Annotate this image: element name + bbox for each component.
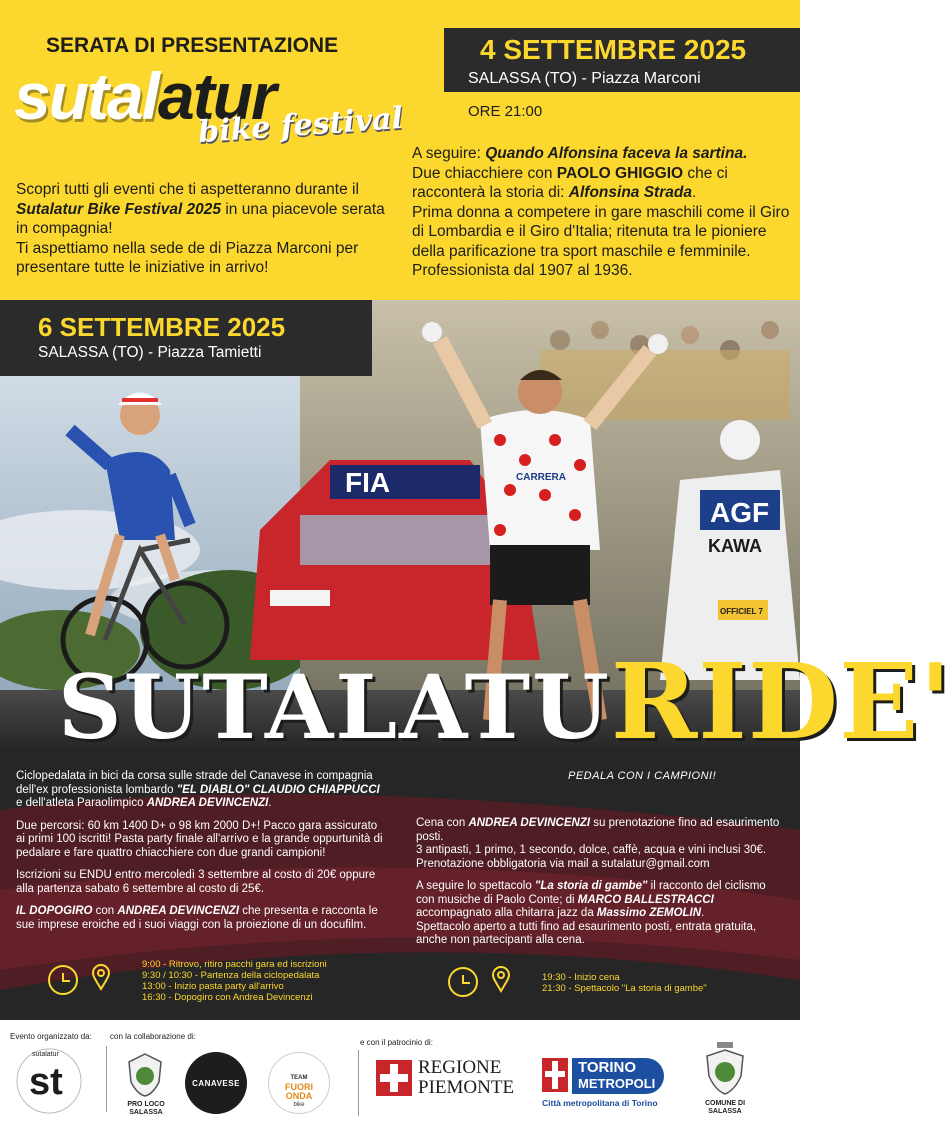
torino-metropoli-logo: TORINO METROPOLI xyxy=(572,1058,664,1094)
location-pin-icon xyxy=(492,966,510,992)
citta-metropolitana-label: Città metropolitana di Torino xyxy=(542,1098,658,1108)
event2-date: 6 SETTEMBRE 2025 xyxy=(38,312,286,342)
piemonte-flag xyxy=(376,1060,412,1096)
patronage-label: e con il patrocinio di: xyxy=(360,1038,433,1047)
fuori-onda-label: TEAM FUORI ONDA bike xyxy=(285,1075,313,1108)
pro-loco-label: PRO LOCO SALASSA xyxy=(127,1101,165,1116)
event2-location: SALASSA (TO) - Piazza Tamietti xyxy=(38,344,262,361)
torino-flag xyxy=(542,1058,568,1092)
clock-icon xyxy=(48,965,78,995)
schedule-right: 19:30 - Inizio cena 21:30 - Spettacolo "La storia di gambe" xyxy=(542,972,707,994)
event1-time: ORE 21:00 xyxy=(468,103,543,120)
presentation-kicker: SERATA DI PRESENTAZIONE xyxy=(46,34,339,57)
officiel-plate: OFFICIEL 7 xyxy=(720,607,763,616)
svg-text:sutalatur: sutalatur xyxy=(32,1051,59,1058)
tagline: PEDALA CON I CAMPIONI! xyxy=(568,770,717,782)
clock-icon xyxy=(448,967,478,997)
schedule-left: 9:00 - Ritrovo, ritiro pacchi gara ed iscrizioni 9:30 / 10:30 - Partenza della ciclopedalata 13:00 - Inizio pasta party all'arrivo 16:30 - Dopogiro con Andrea Devincenzi xyxy=(142,959,327,1003)
alfonsina-text: A seguire: Quando Alfonsina faceva la sartina. Due chiacchiere con PAOLO GHIGGIO che ci racconterà la storia di: Alfonsina Strada. Prima donna a competere in gare maschili come il Giro di Lombardia e il Giro d'Italia; ritenuta tra le pioniere della parificazione tra sport maschile e femminile. Professionista dal 1907 al 1936. xyxy=(412,145,790,279)
carrera-logo: CARRERA xyxy=(516,472,566,483)
footer-divider xyxy=(106,1046,107,1112)
sutalaturide-title: SUTALATURIDE' xyxy=(58,640,952,763)
event1-location: SALASSA (TO) - Piazza Marconi xyxy=(468,70,701,87)
fiat-logo: FIA xyxy=(345,467,391,498)
intro-text: Scopri tutti gli eventi che ti aspetteranno durante il Sutalatur Bike Festival 2025 in una piacevole serata in compagnia! Ti aspettiamo nella sede de di Piazza Marconi per presentare tutte le iniziative in arrivo! xyxy=(16,181,385,276)
comune-label: COMUNE DI SALASSA xyxy=(704,1100,746,1115)
ride-description: Ciclopedalata in bici da corsa sulle strade del Canavese in compagnia dell'ex professionista lombardo "EL DIABLO" CLAUDIO CHIAPPUCCI e dell'atleta Paraolimpico ANDREA DEVINCENZI. Due percorsi: 60 km 1400 D+ o 98 km 2000 D+! Pacco gara assicurato ai primi 100 iscritti! Pasta party finale all'arrivo e la grande oppurtunità di pedalare e fare quattro chiacchiere con due grandi campioni! Iscrizioni su ENDU entro mercoledì 3 settembre al costo di 20€ oppure alla partenza sabato 6 settembre al costo di 25€. IL DOPOGIRO con ANDREA DEVINCENZI che presenta e racconta le sue imprese eroiche ed i suoi viaggi con la proiezione di un docufilm. xyxy=(16,770,383,931)
pro-loco-crest xyxy=(125,1052,165,1098)
location-pin-icon xyxy=(92,964,110,990)
dinner-description: Cena con ANDREA DEVINCENZI su prenotazione fino ad esaurimento posti. 3 antipasti, 1 primo, 1 secondo, dolce, caffè, acqua e vini inclusi 30€. Prenotazione obbligatoria via mail a sutalatur@gmail.com A seguire lo spettacolo "La storia di gambe" il racconto del ciclismo con musiche di Paolo Conte; di MARCO BALLESTRACCI accompagnato alla chitarra jazz da Massimo ZEMOLIN. Spettacolo aperto a tutti fino ad esaurimento posti, entrata gratuita, anche non partecipanti alla cena. xyxy=(416,817,780,946)
svg-text:st: st xyxy=(29,1061,63,1103)
organized-by-label: Evento organizzato da: xyxy=(10,1032,92,1041)
canavese-label: CANAVESE xyxy=(192,1079,240,1088)
kawa-logo: KAWA xyxy=(708,536,762,556)
sutalatur-logo: sutalatur xyxy=(14,59,275,133)
event1-date: 4 SETTEMBRE 2025 xyxy=(480,34,747,65)
regione-piemonte-logo: REGIONE PIEMONTE xyxy=(418,1057,515,1098)
footer-divider xyxy=(358,1050,359,1116)
agf-logo: AGF xyxy=(710,497,770,528)
sutalatur-st-logo xyxy=(12,1046,86,1116)
collaboration-label: con la collaborazione di: xyxy=(110,1032,196,1041)
bike-festival-logo: bike festival xyxy=(197,100,405,151)
comune-salassa-crest xyxy=(703,1040,747,1096)
